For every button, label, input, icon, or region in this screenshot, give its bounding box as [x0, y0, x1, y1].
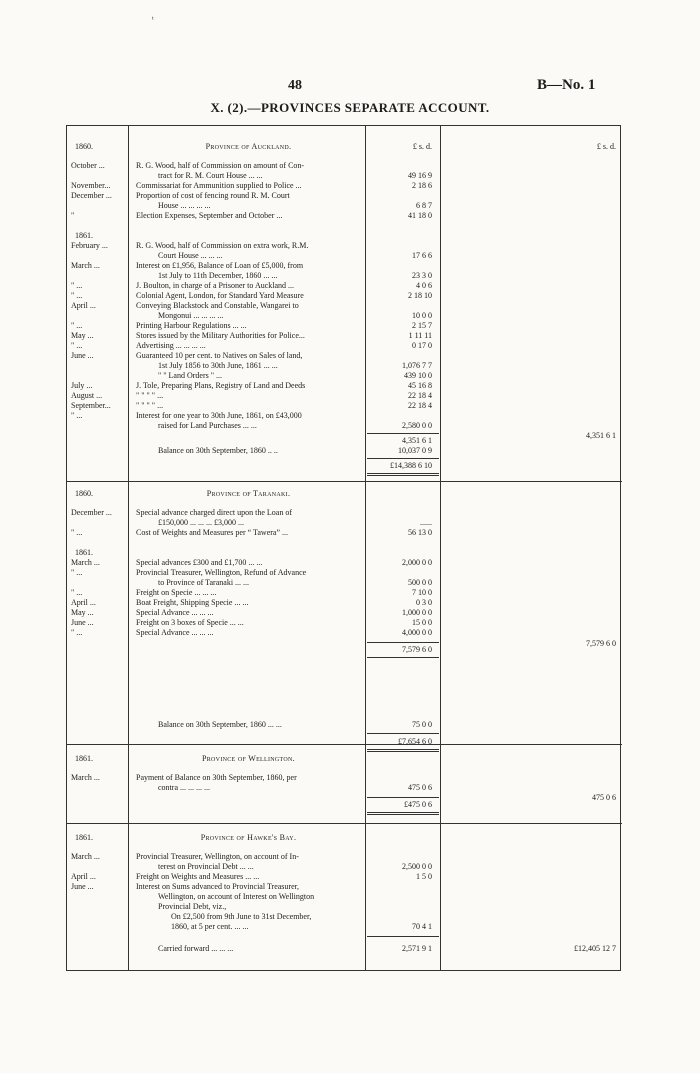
- ledger-row: [67, 902, 622, 912]
- entry-date: " ...: [71, 588, 83, 597]
- ledger-row: [67, 431, 622, 446]
- ledger-row: [67, 331, 622, 341]
- section-year: 1861.: [75, 833, 93, 842]
- entry-description: Colonial Agent, London, for Standard Yard Measure: [136, 291, 304, 300]
- entry-description: Special Advance ... ... ...: [136, 608, 214, 617]
- entry-date: December ...: [71, 508, 112, 517]
- ledger-row: [67, 461, 622, 471]
- ledger-row: [67, 872, 622, 882]
- entry-description: Conveying Blackstock and Constable, Wangarei to: [136, 301, 299, 310]
- entry-description: Special advance charged direct upon the Loan of: [136, 508, 293, 517]
- subtotal-rule: [367, 657, 439, 658]
- page-number: 48: [288, 78, 302, 93]
- entry-description: Provincial Debt, viz.,: [158, 902, 227, 911]
- ledger-row: [67, 618, 622, 628]
- entry-date: August ...: [71, 391, 103, 400]
- subtotal-rule: [367, 936, 439, 937]
- page-title: X. (2).—PROVINCES SEPARATE ACCOUNT.: [210, 100, 490, 115]
- ledger-row: [67, 489, 622, 499]
- document-reference: B—No. 1: [537, 77, 596, 93]
- ledger-row: [67, 588, 622, 598]
- ledger-row: [67, 421, 622, 431]
- entry-date: " ...: [71, 321, 83, 330]
- ledger-row: [67, 231, 622, 241]
- ledger-row: [67, 301, 622, 311]
- section-title: Province of Hawke's Bay.: [200, 833, 297, 842]
- entry-description: Mongonui ... ... ... ...: [158, 311, 224, 320]
- ledger-row: [67, 892, 622, 902]
- entry-description: " " " " ...: [136, 401, 164, 410]
- entry-date: " ...: [71, 528, 83, 537]
- total-rule: [367, 458, 439, 459]
- carried-forward-total: £12,405 12 7: [574, 944, 616, 953]
- ledger-row: [67, 221, 622, 231]
- entry-date: April ...: [71, 872, 96, 881]
- entry-description: R. G. Wood, half of Commission on extra work, R.M.: [136, 241, 309, 250]
- ledger-row: [67, 351, 622, 361]
- ledger-row: [67, 381, 622, 391]
- entry-description: J. Tole, Preparing Plans, Registry of Land and Deeds: [136, 381, 306, 390]
- entry-date: " ...: [71, 291, 83, 300]
- entry-amount: 15 0 0: [412, 618, 432, 627]
- entry-date: March ...: [71, 852, 100, 861]
- ledger-row: [67, 181, 622, 191]
- entry-date: " ...: [71, 341, 83, 350]
- carried-forward-amount: 2,571 9 1: [402, 944, 432, 953]
- ledger-row: [67, 261, 622, 271]
- ledger-row: [67, 538, 622, 548]
- entry-amount: 2,000 0 0: [402, 558, 432, 567]
- ledger-row: [67, 833, 622, 843]
- subtotal-amount: 4,351 6 1: [402, 436, 432, 445]
- entry-description: Provincial Treasurer, Wellington, on account of In-: [136, 852, 299, 861]
- section-year: 1860.: [75, 142, 93, 151]
- subtotal-rule: [367, 642, 439, 643]
- ledger-row: [67, 371, 622, 381]
- ledger-row: [67, 401, 622, 411]
- section-title: Province of Taranaki.: [206, 489, 291, 498]
- entry-date: June ...: [71, 618, 94, 627]
- entry-description: 1st July 1856 to 30th June, 1861 ... ...: [158, 361, 278, 370]
- entry-description: " " Land Orders " ...: [158, 371, 223, 380]
- ledger-row: [67, 161, 622, 171]
- entry-amount: 22 18 4: [408, 401, 432, 410]
- ledger-row: [67, 171, 622, 181]
- entry-date: June ...: [71, 882, 94, 891]
- entry-description: Special Advance ... ... ...: [136, 628, 214, 637]
- balance-amount: 10,037 0 9: [398, 446, 432, 455]
- entry-amount: 2 15 7: [412, 321, 432, 330]
- entry-description: tract for R. M. Court House ... ...: [158, 171, 263, 180]
- ledger-row: [67, 628, 622, 638]
- section-divider: [67, 823, 622, 824]
- ledger-row: [67, 608, 622, 618]
- subtotal-rule: [367, 433, 439, 434]
- ledger-row: [67, 271, 622, 281]
- entry-date: October ...: [71, 161, 105, 170]
- entry-description: Printing Harbour Regulations ... ...: [136, 321, 247, 330]
- total-amount: £7,654 6 0: [398, 737, 432, 746]
- ledger-row: [67, 361, 622, 371]
- entry-date: April ...: [71, 598, 96, 607]
- entry-description: 1st July to 11th December, 1860 ... ...: [158, 271, 278, 280]
- entry-description: Cost of Weights and Measures per “ Tawera” ...: [136, 528, 289, 537]
- ledger-row: [67, 852, 622, 862]
- ledger-row: [67, 598, 622, 608]
- balance-label: Balance on 30th September, 1860 .. ..: [158, 446, 278, 455]
- ledger-row: [67, 291, 622, 301]
- ledger-row: [67, 548, 622, 558]
- ledger-row: [67, 568, 622, 578]
- ledger-row: [67, 191, 622, 201]
- carried-amount: 475 0 6: [592, 793, 616, 802]
- ledger-row: [67, 341, 622, 351]
- entry-amount: 70 4 1: [412, 922, 432, 931]
- entry-amount: 2,580 0 0: [402, 421, 432, 430]
- entry-description: Freight on Weights and Measures ... ...: [136, 872, 260, 881]
- total-double-rule: [367, 473, 439, 476]
- balance-label: Balance on 30th September, 1860 ... ...: [158, 720, 282, 729]
- ledger-row: [67, 862, 622, 872]
- entry-amount: 17 6 6: [412, 251, 432, 260]
- entry-amount: 500 0 0: [408, 578, 432, 587]
- ledger-row: [67, 211, 622, 221]
- entry-amount: 49 16 9: [408, 171, 432, 180]
- money-column-header: £ s. d.: [412, 142, 432, 151]
- entry-date: May ...: [71, 608, 94, 617]
- entry-amount: 4,000 0 0: [402, 628, 432, 637]
- ledger-row: [67, 558, 622, 568]
- entry-description: Provincial Treasurer, Wellington, Refund of Advance: [136, 568, 307, 577]
- total-amount: £14,388 6 10: [390, 461, 432, 470]
- ledger-row: [67, 251, 622, 261]
- ledger-row: [67, 773, 622, 783]
- ledger-row: [67, 788, 622, 802]
- entry-date: February ...: [71, 241, 108, 250]
- entry-date: June ...: [71, 351, 94, 360]
- entry-date: ": [71, 211, 75, 220]
- entry-description: Freight on 3 boxes of Specie ... ...: [136, 618, 244, 627]
- entry-amount: 4 0 6: [416, 281, 432, 290]
- entry-date: November...: [71, 181, 111, 190]
- carried-amount: 4,351 6 1: [586, 431, 616, 440]
- entry-description: contra ... ... ... ...: [158, 783, 210, 792]
- entry-description: raised for Land Purchases ... ...: [158, 421, 257, 430]
- entry-date: March ...: [71, 773, 100, 782]
- entry-description: Commissariat for Ammunition supplied to Police ...: [136, 181, 302, 190]
- entry-amount: 0 17 0: [412, 341, 432, 350]
- entry-description: Advertising ... ... ... ...: [136, 341, 206, 350]
- ledger-row: [67, 518, 622, 528]
- entry-date: December ...: [71, 191, 112, 200]
- entry-date: " ...: [71, 568, 83, 577]
- ledger-row: [67, 321, 622, 331]
- ledger-row: [67, 639, 622, 655]
- ledger-row: [67, 391, 622, 401]
- ledger-row: [67, 241, 622, 251]
- entry-amount: 439 10 0: [404, 371, 432, 380]
- ledger-row: [67, 754, 622, 764]
- entry-amount: 2 18 6: [412, 181, 432, 190]
- entry-amount: 6 8 7: [416, 201, 432, 210]
- entry-description: On £2,500 from 9th June to 31st December,: [171, 912, 312, 921]
- ledger-row: [67, 912, 622, 922]
- ledger-row: [67, 800, 622, 810]
- entry-date: April ...: [71, 301, 96, 310]
- entry-description: R. G. Wood, half of Commission on amount of Con-: [136, 161, 305, 170]
- subtotal-amount: 7,579 6 0: [402, 645, 432, 654]
- entry-amount: 1 5 0: [416, 872, 432, 881]
- entry-description: Wellington, on account of Interest on Wellington: [158, 892, 315, 901]
- entry-amount: 0 3 0: [416, 598, 432, 607]
- balance-amount: 75 0 0: [412, 720, 432, 729]
- entry-description: Election Expenses, September and October ...: [136, 211, 283, 220]
- entry-amount: 56 13 0: [408, 528, 432, 537]
- entry-date: " ...: [71, 628, 83, 637]
- ledger-row: [67, 411, 622, 421]
- entry-description: Court House ... ... ...: [158, 251, 223, 260]
- entry-amount: 45 16 8: [408, 381, 432, 390]
- entry-description: J. Boulton, in charge of a Prisoner to Auckland ...: [136, 281, 295, 290]
- ledger-row: [67, 311, 622, 321]
- total-rule: [367, 733, 439, 734]
- total-amount: £475 0 6: [404, 800, 432, 809]
- print-mark: ᵗ: [152, 14, 154, 24]
- ledger-row: [67, 446, 622, 456]
- entry-amount: 1,000 0 0: [402, 608, 432, 617]
- section-title: Province of Wellington.: [202, 754, 295, 763]
- entry-description: Guaranteed 10 per cent. to Natives on Sales of land,: [136, 351, 303, 360]
- entry-date: 1861.: [75, 548, 93, 557]
- ledger-row: [67, 737, 622, 747]
- entry-description: to Province of Taranaki ... ...: [158, 578, 250, 587]
- carried-forward-label: Carried forward ... ... ...: [158, 944, 234, 953]
- section-year: 1861.: [75, 754, 93, 763]
- entry-description: Interest on Sums advanced to Provincial Treasurer,: [136, 882, 299, 891]
- total-double-rule: [367, 812, 439, 815]
- entry-date: July ...: [71, 381, 93, 390]
- ledger-row: [67, 882, 622, 892]
- entry-description: Interest for one year to 30th June, 1861, on £43,000: [136, 411, 302, 420]
- entry-amount: 1,076 7 7: [402, 361, 432, 370]
- entry-description: Boat Freight, Shipping Specie ... ...: [136, 598, 249, 607]
- entry-date: March ...: [71, 261, 100, 270]
- entry-description: Freight on Specie ... ... ...: [136, 588, 217, 597]
- entry-amount: 23 3 0: [412, 271, 432, 280]
- ledger-row: [67, 528, 622, 538]
- ledger-row: [67, 720, 622, 730]
- entry-description: House ... ... ... ...: [158, 201, 211, 210]
- entry-description: 1860, at 5 per cent. ... ...: [171, 922, 249, 931]
- ledger-row: [67, 508, 622, 518]
- entry-description: Proportion of cost of fencing round R. M. Court: [136, 191, 290, 200]
- entry-description: " " " " ...: [136, 391, 164, 400]
- entry-date: 1861.: [75, 231, 93, 240]
- account-table: [66, 125, 621, 971]
- entry-amount: 41 18 0: [408, 211, 432, 220]
- entry-amount: 475 0 6: [408, 783, 432, 792]
- entry-date: September...: [71, 401, 111, 410]
- entry-amount: 22 18 4: [408, 391, 432, 400]
- section-title: Province of Auckland.: [205, 142, 292, 151]
- ledger-row: [67, 142, 622, 152]
- ledger-row: [67, 578, 622, 588]
- section-year: 1860.: [75, 489, 93, 498]
- entry-description: £150,000 ... ... ... £3,000 ...: [158, 518, 244, 527]
- entry-description: Special advances £300 and £1,700 ... ...: [136, 558, 263, 567]
- ledger-row: [67, 281, 622, 291]
- entry-amount: 1 11 11: [408, 331, 432, 340]
- entry-date: May ...: [71, 331, 94, 340]
- entry-amount: 2,500 0 0: [402, 862, 432, 871]
- ledger-row: [67, 922, 622, 932]
- entry-amount: ......: [420, 518, 432, 527]
- money-column-header: £ s. d.: [596, 142, 616, 151]
- ledger-row: [67, 201, 622, 211]
- entry-date: March ...: [71, 558, 100, 567]
- entry-date: " ...: [71, 411, 83, 420]
- carried-amount: 7,579 6 0: [586, 639, 616, 648]
- ledger-row: [67, 944, 622, 954]
- entry-description: Stores issued by the Military Authorities for Police...: [136, 331, 305, 340]
- section-divider: [67, 481, 622, 482]
- entry-description: Interest on £1,956, Balance of Loan of £5,000, from: [136, 261, 304, 270]
- entry-description: terest on Provincial Debt ... ...: [158, 862, 254, 871]
- entry-amount: 7 10 0: [412, 588, 432, 597]
- entry-description: Payment of Balance on 30th September, 1860, per: [136, 773, 297, 782]
- entry-amount: 10 0 0: [412, 311, 432, 320]
- total-double-rule: [367, 749, 439, 752]
- entry-date: " ...: [71, 281, 83, 290]
- entry-amount: 2 18 10: [408, 291, 432, 300]
